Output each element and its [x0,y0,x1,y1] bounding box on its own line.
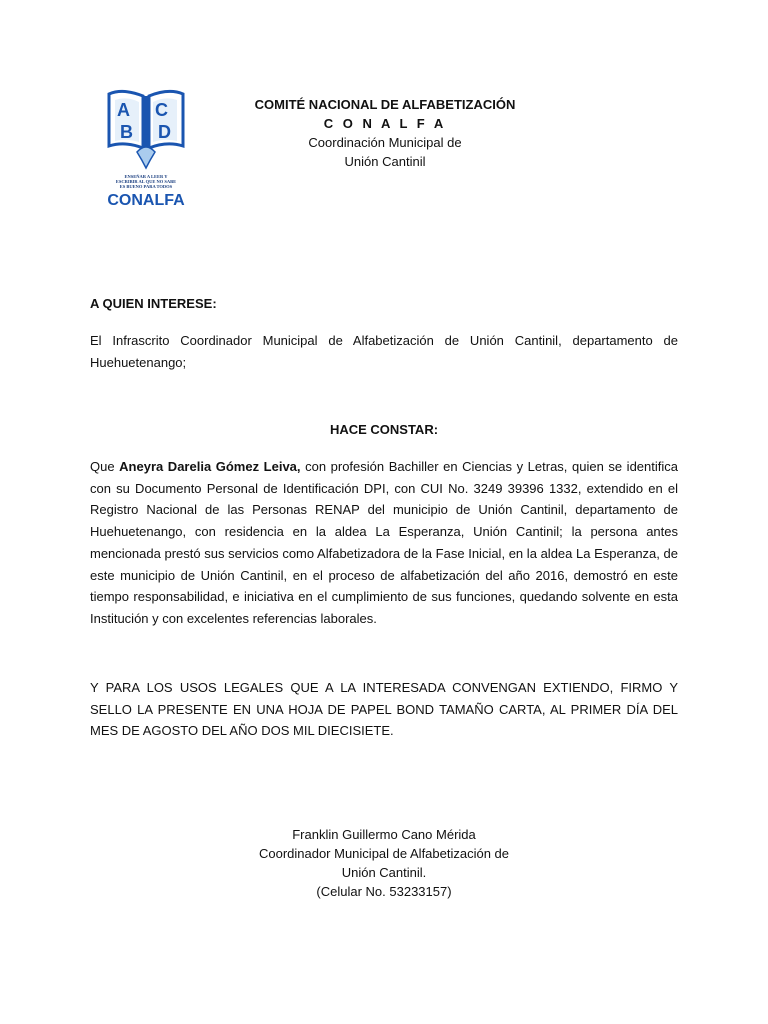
logo-letter-c: C [155,100,168,120]
book-emblem-icon [103,86,189,174]
signatory-title: Coordinador Municipal de Alfabetización de [258,846,510,861]
hace-constar-heading: HACE CONSTAR: [329,422,439,437]
conalfa-logo [103,86,189,210]
document-header [220,95,550,171]
logo-motto-line: ENSEÑAR A LEER Y [124,174,168,179]
logo-motto-line: ES BUENO PARA TODOS [119,184,173,189]
logo-letter-d: D [158,122,171,142]
logo-letter-b: B [120,122,133,142]
logo-brand-text: CONALFA [107,192,185,209]
closing-paragraph: Y PARA LOS USOS LEGALES QUE A LA INTERESADA CONVENGAN EXTIENDO, FIRMO Y SELLO LA PRESENTE EN UNA HOJA DE PAPEL BOND TAMAÑO CARTA, AL PRIMER DÍA DEL MES DE AGOSTO DEL AÑO DOS MIL DIECISIETE. [90,680,678,739]
header-acronym: C O N A L F A [323,116,447,131]
signatory-place: Unión Cantinil. [341,865,427,880]
main-text: con profesión Bachiller en Ciencias y Letras, quien se identifica con su Documento Personal de Identificación DPI, con CUI No. 3249 39396 1332, extendido en el Registro Nacional de las Personas RENAP del municipio de Unión Cantinil, departamento de Huehuetenango, con residencia en la aldea La Esperanza, Unión Cantinil; la persona antes mencionada prestó sus servicios como Alfabetizadora de la Fase Inicial, en la aldea La Esperanza, de este municipio de Unión Cantinil, en el proceso de alfabetización del año 2016, demostró en este tiempo responsabilidad, e iniciativa en el cumplimiento de sus funciones, quedando solvente en esta Institución y con excelentes referencias laborales. [90,459,678,626]
header-municipality: Unión Cantinil [344,154,426,169]
header-committee: COMITÉ NACIONAL DE ALFABETIZACIÓN [254,97,516,112]
intro-paragraph: El Infrascrito Coordinador Municipal de Alfabetización de Unión Cantinil, departamento de Huehuetenango; [90,333,678,370]
logo-motto [103,174,189,189]
logo-motto-line: ESCRIBIR AL QUE NO SABE [115,179,177,184]
signature-block [200,825,568,901]
signatory-phone: (Celular No. 53233157) [316,884,452,899]
main-prefix: Que [90,459,120,474]
person-name: Aneyra Darelia Gómez Leiva, [119,459,301,474]
greeting: A QUIEN INTERESE: [90,296,217,311]
signatory-name: Franklin Guillermo Cano Mérida [292,827,476,842]
header-coordination: Coordinación Municipal de [308,135,462,150]
logo-letter-a: A [117,100,130,120]
main-paragraph [90,456,678,630]
